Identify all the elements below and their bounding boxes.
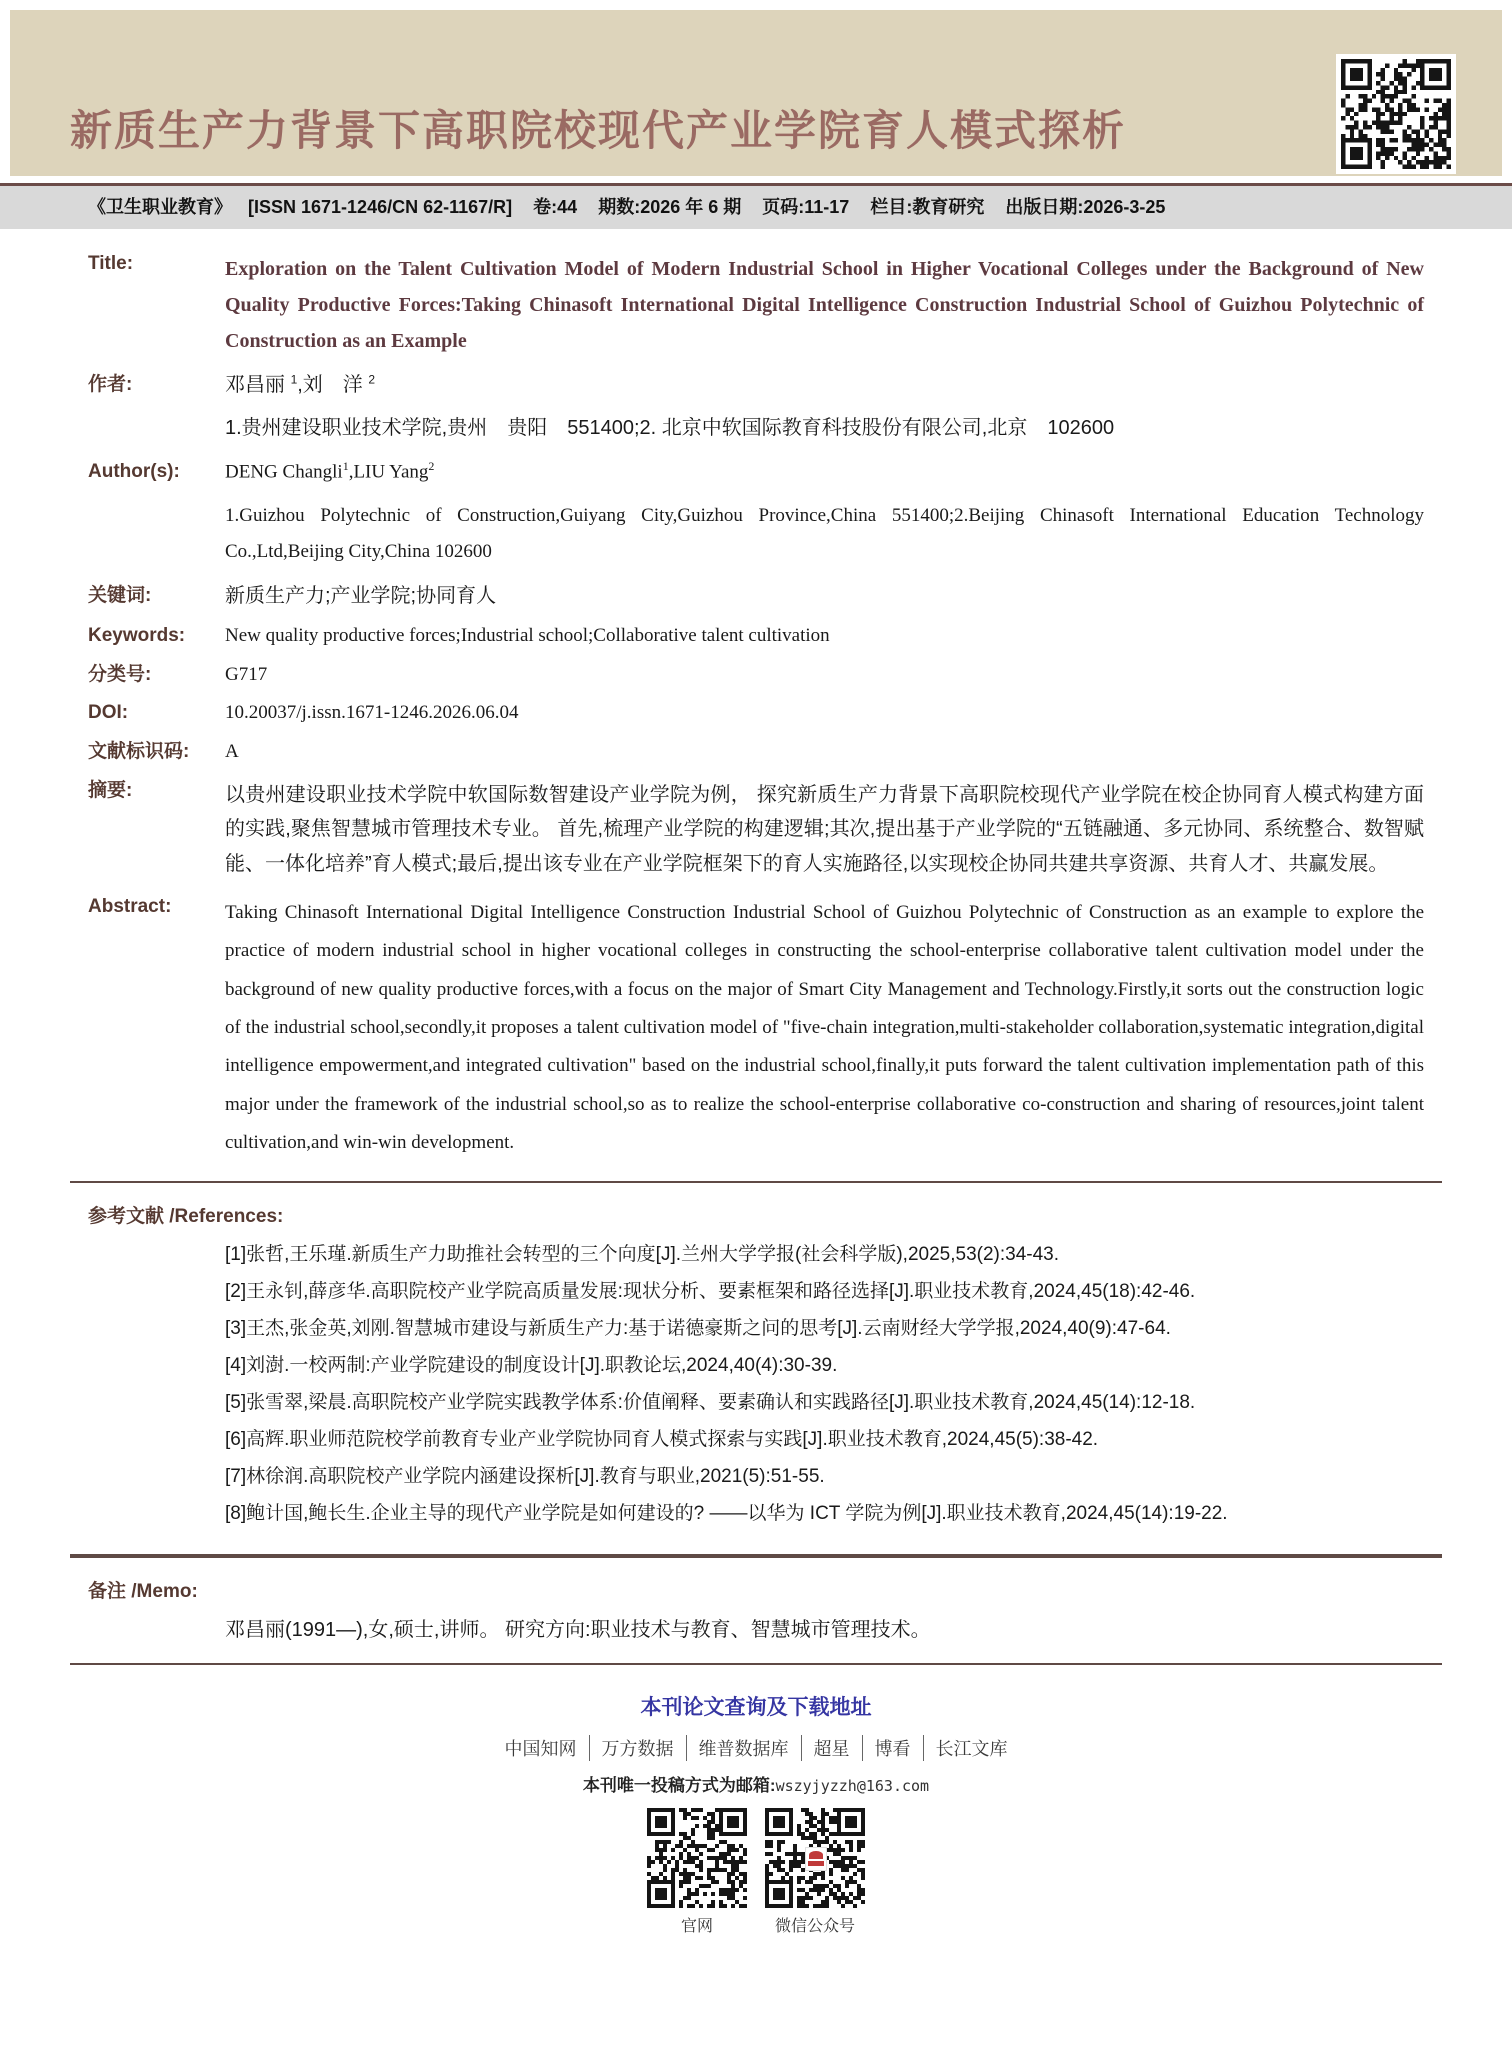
article-qr-code bbox=[1336, 54, 1456, 174]
reference-item: [1]张哲,王乐瑾.新质生产力助推社会转型的三个向度[J].兰州大学学报(社会科学版),2025,53(2):34-43. bbox=[225, 1243, 1060, 1265]
field-row-abstract-cn bbox=[88, 778, 1424, 881]
abstract-en-label: Abstract: bbox=[88, 895, 172, 917]
database-item: 维普数据库 bbox=[686, 1735, 789, 1761]
field-row-abstract-en bbox=[88, 894, 1424, 1163]
memo-heading: 备注 /Memo: bbox=[88, 1580, 198, 1602]
journal-info-bar bbox=[0, 186, 1512, 229]
journal-column: 栏目:教育研究 bbox=[870, 197, 985, 217]
keywords-en-label: Keywords: bbox=[88, 625, 186, 647]
page-footer bbox=[88, 1691, 1424, 1936]
references-divider bbox=[70, 1181, 1442, 1183]
database-item: 中国知网 bbox=[504, 1738, 577, 1759]
email-address[interactable]: wszyjyzzh@163.com bbox=[775, 1776, 930, 1795]
author-en-1-sup: 1 bbox=[342, 459, 349, 473]
journal-pub-date: 出版日期:2026-3-25 bbox=[1005, 197, 1166, 217]
submission-email-line bbox=[88, 1771, 1424, 1796]
keywords-en-value: New quality productive forces;Industrial school;Collaborative talent cultivation bbox=[225, 625, 830, 647]
affiliation-cn: 1.贵州建设职业技术学院,贵州 贵阳 551400;2. 北京中软国际教育科技股份有限公司,北京 102600 bbox=[225, 417, 1115, 439]
official-site-qr-label: 官网 bbox=[680, 1917, 713, 1935]
database-item: 博看 bbox=[862, 1735, 911, 1761]
email-label: 本刊唯一投稿方式为邮箱: bbox=[582, 1775, 776, 1795]
field-row-doc-code bbox=[88, 739, 1424, 765]
journal-issue: 期数:2026 年 6 期 bbox=[598, 197, 742, 217]
memo-divider bbox=[70, 1554, 1442, 1558]
field-row-title bbox=[88, 251, 1424, 359]
keywords-cn-label: 关键词: bbox=[88, 585, 152, 607]
author-cn-2: ,刘 洋 bbox=[297, 374, 363, 396]
title-value: Exploration on the Talent Cultivation Model of Modern Industrial School in Higher Vocational Colleges under the Background of New Quality Productive Forces:Taking Chinasoft International Digital Intelligence Construction Industrial School of Guizhou Polytechnic of Construction as an Example bbox=[225, 258, 1424, 352]
doi-label: DOI: bbox=[88, 702, 129, 724]
database-item: 长江文库 bbox=[923, 1735, 1008, 1761]
abstract-cn-value: 以贵州建设职业技术学院中软国际数智建设产业学院为例， 探究新质生产力背景下高职院校现代产业学院在校企协同育人模式构建方面的实践,聚焦智慧城市管理技术专业。 首先,梳理产业学院的构建逻辑;其次,提出基于产业学院的“五链融通、多元协同、系统整合、数智赋能、一体化培养”育人模式;最后,提出该专业在产业学院框架下的育人实施路径,以实现校企协同共建共享资源、共育人才、共赢发展。 bbox=[225, 783, 1424, 875]
journal-pages: 页码:11-17 bbox=[762, 197, 850, 217]
journal-name: 《卫生职业教育》 bbox=[88, 197, 232, 217]
wechat-qr bbox=[765, 1808, 865, 1936]
qr-code-icon bbox=[1341, 59, 1451, 169]
title-label: Title: bbox=[88, 253, 134, 274]
references-list bbox=[88, 1236, 1424, 1532]
wechat-qr-code-icon bbox=[765, 1808, 865, 1908]
wechat-qr-label: 微信公众号 bbox=[774, 1917, 855, 1935]
reference-item: [7]林徐润.高职院校产业学院内涵建设探析[J].教育与职业,2021(5):51-55. bbox=[225, 1465, 825, 1487]
authors-cn-value bbox=[225, 372, 1424, 446]
reference-item: [5]张雪翠,梁晨.高职院校产业学院实践教学体系:价值阐释、要素确认和实践路径[J].职业技术教育,2024,45(14):12-18. bbox=[225, 1391, 1196, 1413]
clc-label: 分类号: bbox=[88, 663, 152, 685]
doc-code-value: A bbox=[225, 741, 239, 763]
field-row-authors-en bbox=[88, 459, 1424, 570]
references-heading: 参考文献 /References: bbox=[88, 1205, 284, 1227]
footer-qr-row bbox=[88, 1808, 1424, 1936]
authors-en-label: Author(s): bbox=[88, 461, 180, 482]
affiliation-en: 1.Guizhou Polytechnic of Construction,Guiyang City,Guizhou Province,China 551400;2.Beijing Chinasoft International Education Technology Co.,Ltd,Beijing City,China 102600 bbox=[225, 505, 1424, 563]
field-row-doi bbox=[88, 700, 1424, 726]
authors-en-value bbox=[225, 459, 1424, 570]
author-cn-1-sup: 1 bbox=[290, 372, 298, 387]
field-row-keywords-en bbox=[88, 623, 1424, 649]
reference-item: [4]刘澍.一校两制:产业学院建设的制度设计[J].职教论坛,2024,40(4):30-39. bbox=[225, 1354, 838, 1376]
author-en-1: DENG Changli bbox=[225, 461, 343, 483]
footer-divider bbox=[70, 1663, 1442, 1665]
reference-item: [8]鲍计国,鲍长生.企业主导的现代产业学院是如何建设的? ——以华为 ICT 学院为例[J].职业技术教育,2024,45(14):19-22. bbox=[225, 1502, 1228, 1524]
database-list bbox=[88, 1735, 1424, 1761]
database-item: 超星 bbox=[801, 1735, 850, 1761]
author-cn-2-sup: 2 bbox=[368, 372, 376, 387]
doi-value: 10.20037/j.issn.1671-1246.2026.06.04 bbox=[225, 702, 519, 724]
authors-cn-names bbox=[225, 372, 1424, 398]
reference-item: [6]高辉.职业师范院校学前教育专业产业学院协同育人模式探索与实践[J].职业技术教育,2024,45(5):38-42. bbox=[225, 1428, 1099, 1450]
reference-item: [3]王杰,张金英,刘刚.智慧城市建设与新质生产力:基于诺德豪斯之问的思考[J].云南财经大学学报,2024,40(9):47-64. bbox=[225, 1317, 1171, 1339]
article-title-cn: 新质生产力背景下高职院校现代产业学院育人模式探析 bbox=[70, 107, 1127, 154]
doc-code-label: 文献标识码: bbox=[88, 741, 190, 763]
abstract-en-value: Taking Chinasoft International Digital Intelligence Construction Industrial School of Guizhou Polytechnic of Construction as an example to explore the practice of modern industrial school in higher vocational colleges in constructing the school-enterprise collaborative talent cultivation model under the background of new quality productive forces,with a focus on the major of Smart City Management and Technology.Firstly,it sorts out the construction logic of the industrial school,secondly,it proposes a talent cultivation model of "five-chain integration,multi-stakeholder collaboration,systematic integration,digital intelligence empowerment,and integrated cultivation" based on the industrial school,finally,it puts forward the talent cultivation implementation path of this major under the framework of the industrial school,so as to realize the school-enterprise collaborative co-construction and sharing of resources,joint talent cultivation,and win-win development. bbox=[225, 901, 1424, 1154]
footer-title: 本刊论文查询及下载地址 bbox=[640, 1695, 872, 1719]
reference-item: [2]王永钊,薛彦华.高职院校产业学院高质量发展:现状分析、要素框架和路径选择[J].职业技术教育,2024,45(18):42-46. bbox=[225, 1280, 1196, 1302]
author-en-2-sup: 2 bbox=[428, 459, 435, 473]
authors-cn-label: 作者: bbox=[88, 374, 133, 395]
page-header bbox=[10, 10, 1502, 176]
keywords-cn-value: 新质生产力;产业学院;协同育人 bbox=[225, 585, 497, 608]
journal-issn: [ISSN 1671-1246/CN 62-1167/R] bbox=[248, 197, 513, 217]
field-row-keywords-cn bbox=[88, 583, 1424, 610]
official-site-qr-code-icon bbox=[647, 1808, 747, 1908]
field-row-clc bbox=[88, 662, 1424, 688]
memo-text: 邓昌丽(1991—),女,硕士,讲师。 研究方向:职业技术与教育、智慧城市管理技术。 bbox=[225, 1618, 931, 1641]
clc-value: G717 bbox=[225, 663, 268, 685]
official-site-qr bbox=[647, 1808, 747, 1936]
database-item: 万方数据 bbox=[589, 1735, 674, 1761]
journal-volume: 卷:44 bbox=[533, 197, 578, 217]
author-en-2: ,LIU Yang bbox=[348, 461, 429, 483]
article-metadata bbox=[0, 229, 1512, 1936]
field-row-authors-cn bbox=[88, 372, 1424, 446]
authors-en-names bbox=[225, 459, 1424, 485]
abstract-cn-label: 摘要: bbox=[88, 779, 133, 801]
author-cn-1: 邓昌丽 bbox=[225, 374, 285, 396]
wechat-qr-logo-icon bbox=[805, 1847, 827, 1871]
